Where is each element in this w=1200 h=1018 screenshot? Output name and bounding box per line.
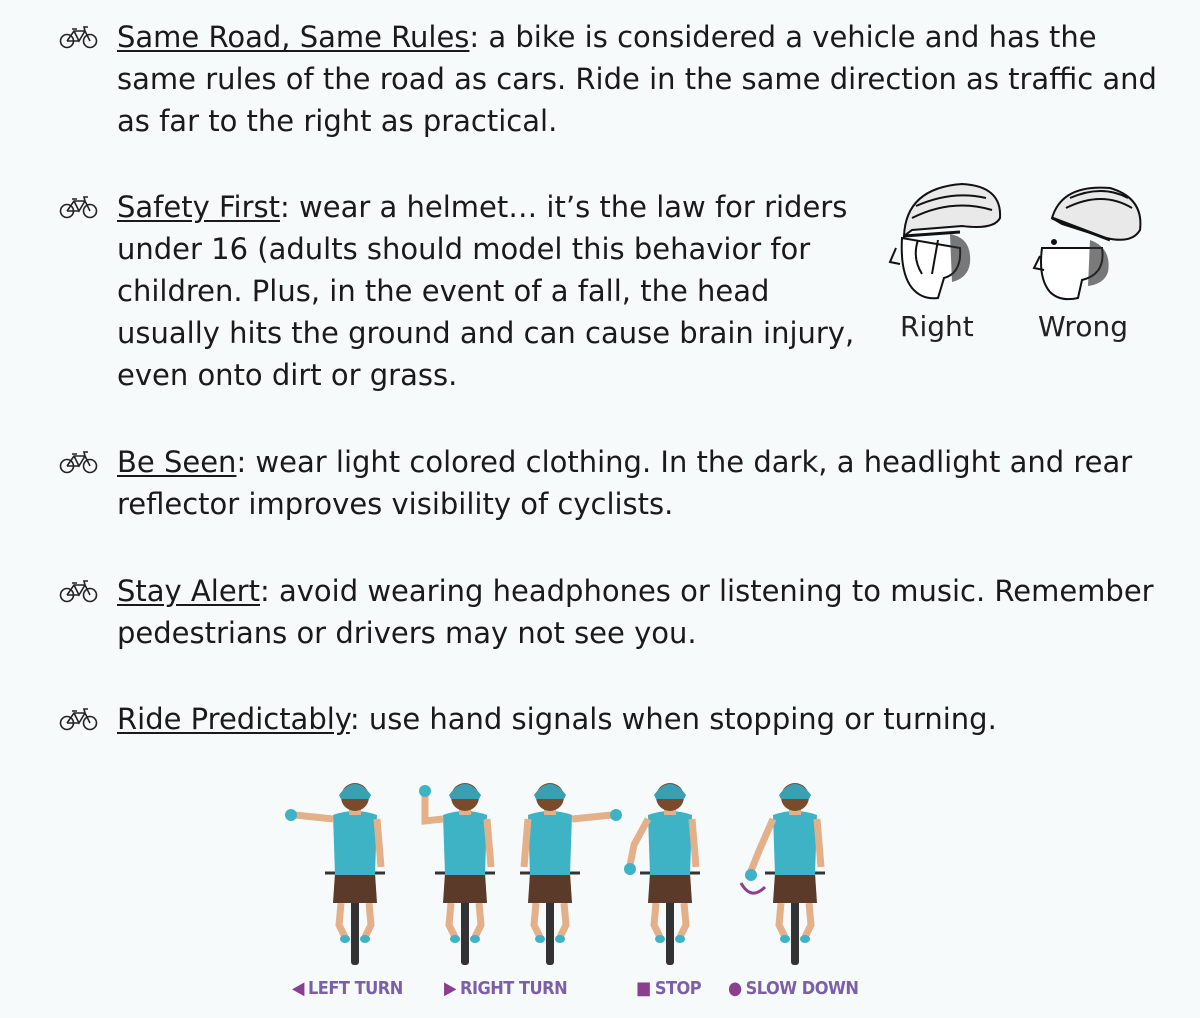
signal-label-left-turn: ◀ LEFT TURN [292,978,403,999]
cyclist-figures [270,775,850,975]
tip-text [117,570,1177,654]
signal-label-right-turn: ▶ RIGHT TURN [444,978,568,999]
tip-heading: Stay Alert [117,574,260,608]
right-helmet-head [890,184,1000,298]
circle-icon: ● [728,978,742,999]
tip-body: : wear a helmet… it’s the law for riders under 16 (adults should model this behavior for children. Plus, in the event of a fall, the head usually hits the ground and can cause brain injury, even onto dirt or grass. [117,190,855,392]
wrong-helmet-head [1034,188,1140,300]
right-triangle-icon: ▶ [444,978,456,999]
cyclist-right-turn-alt [520,783,622,965]
bicycle-icon [58,26,100,50]
tip-body: : a bike is considered a vehicle and has the same rules of the road as cars. Ride in the same direction as traffic and as far to the right as practical. [117,20,1157,138]
tip-body: : avoid wearing headphones or listening to music. Remember pedestrians or drivers may not see you. [117,574,1154,650]
signal-label-slow-down: ● SLOW DOWN [728,978,859,999]
square-icon: ■ [636,978,651,999]
left-triangle-icon: ◀ [292,978,304,999]
cyclist-stop [624,783,700,965]
tip-text [117,441,1177,525]
tip-body: : use hand signals when stopping or turning. [349,702,997,736]
helmet-heads-illustration [882,178,1152,308]
tip-body: : wear light colored clothing. In the dark, a headlight and rear reflector improves visibility of cyclists. [117,445,1133,521]
tip-heading: Same Road, Same Rules [117,20,470,54]
tip-heading: Ride Predictably [117,702,350,736]
bicycle-icon [58,196,100,220]
tip-text [117,16,1177,142]
hand-signals-illustration [270,775,859,1010]
cyclist-right-turn [419,783,495,965]
tip-heading: Safety First [117,190,281,224]
cyclist-slow-down [741,783,825,965]
helmet-wrong-label: Wrong [1038,310,1128,343]
cyclist-left-turn [285,783,385,965]
tip-text [117,698,1177,740]
bicycle-icon [58,708,100,732]
tip-text [117,186,862,396]
bicycle-icon [58,451,100,475]
tip-heading: Be Seen [117,445,237,479]
bicycle-icon [58,580,100,604]
helmet-right-label: Right [900,310,974,343]
signal-label-stop: ■ STOP [636,978,702,999]
helmet-illustration [882,178,1152,353]
